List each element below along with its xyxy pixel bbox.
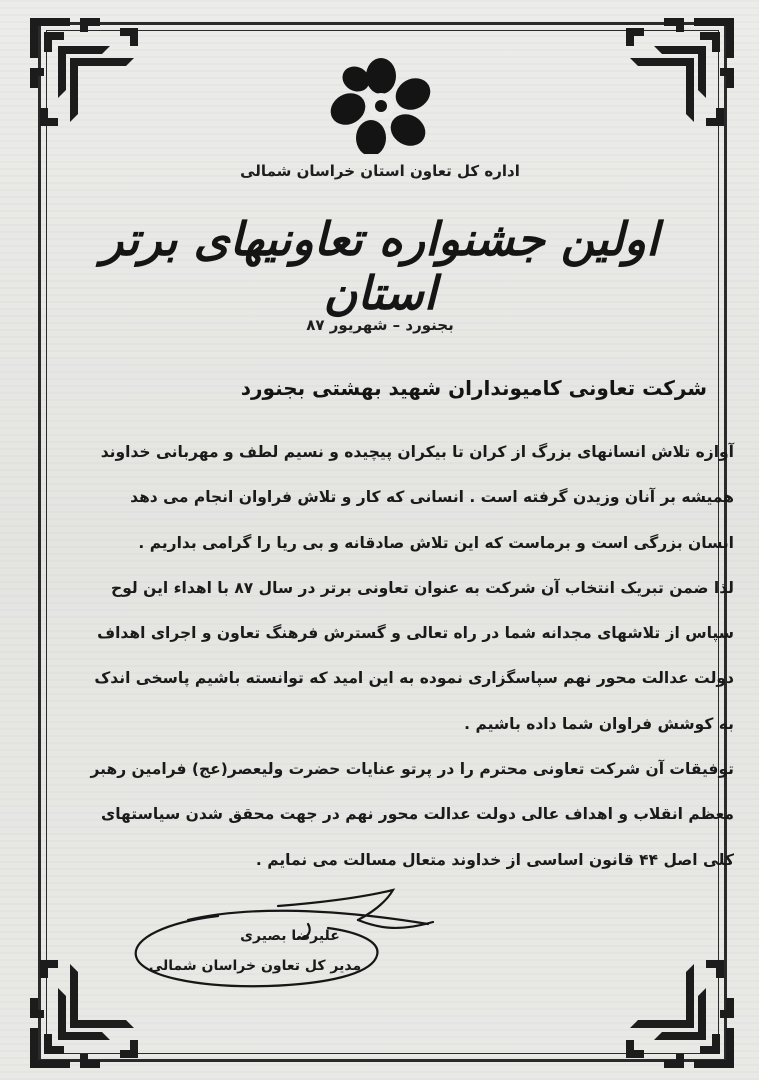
certificate-body <box>80 430 734 883</box>
body-paragraph: توفیقات آن شرکت تعاونی محترم را در پرتو عنایات حضرت ولیعصر(عج) فرامین رهبر معظم انقلاب و اهداف عالی دولت عدالت محور نهم در جهت محقق شدن سیاستهای کلی اصل ۴۴ قانون اساسی از خداوند متعال مسالت می نمایم . <box>90 760 734 869</box>
body-paragraph: آوازه تلاش انسانهای بزرگ از کران تا بیکران پیچیده و نسیم لطف و مهربانی خداوند همیشه بر آنان وزیدن گرفته است . انسانی که کار و تلاش فراوان انجام می دهد انسان بزرگی است و برماست که این تلاش صادقانه و بی ریا را گرامی بداریم . <box>100 443 734 552</box>
organization-name: اداره کل تعاون استان خراسان شمالی <box>240 162 520 180</box>
corner-ornament-bottom-left <box>30 956 142 1068</box>
body-paragraph: لذا ضمن تبریک انتخاب آن شرکت به عنوان تعاونی برتر در سال ۸۷ با اهداء این لوح سپاس از تلاشهای مجدانه شما در راه تعالی و گسترش فرهنگ تعاون و اجرای اهداف دولت عدالت محور نهم سپاسگزاری نموده به این امید که توانسته باشیم پاسخی اندک به کوشش فراوان شما داده باشیم . <box>94 578 734 733</box>
cooperative-logo-icon <box>328 54 434 154</box>
recipient-name: شرکت تعاونی کامیونداران شهید بهشتی بجنورد <box>240 376 707 400</box>
corner-ornament-top-right <box>622 18 734 130</box>
signer-title: مدیر کل تعاون خراسان شمالی <box>148 958 362 974</box>
festival-title: اولین جشنواره تعاونیهای برتر استان <box>101 212 659 320</box>
signer-name: علیرضا بصیری <box>240 928 340 944</box>
date-line: بجنورد – شهریور ۸۷ <box>306 316 454 334</box>
corner-ornament-top-left <box>30 18 142 130</box>
corner-ornament-bottom-right <box>622 956 734 1068</box>
